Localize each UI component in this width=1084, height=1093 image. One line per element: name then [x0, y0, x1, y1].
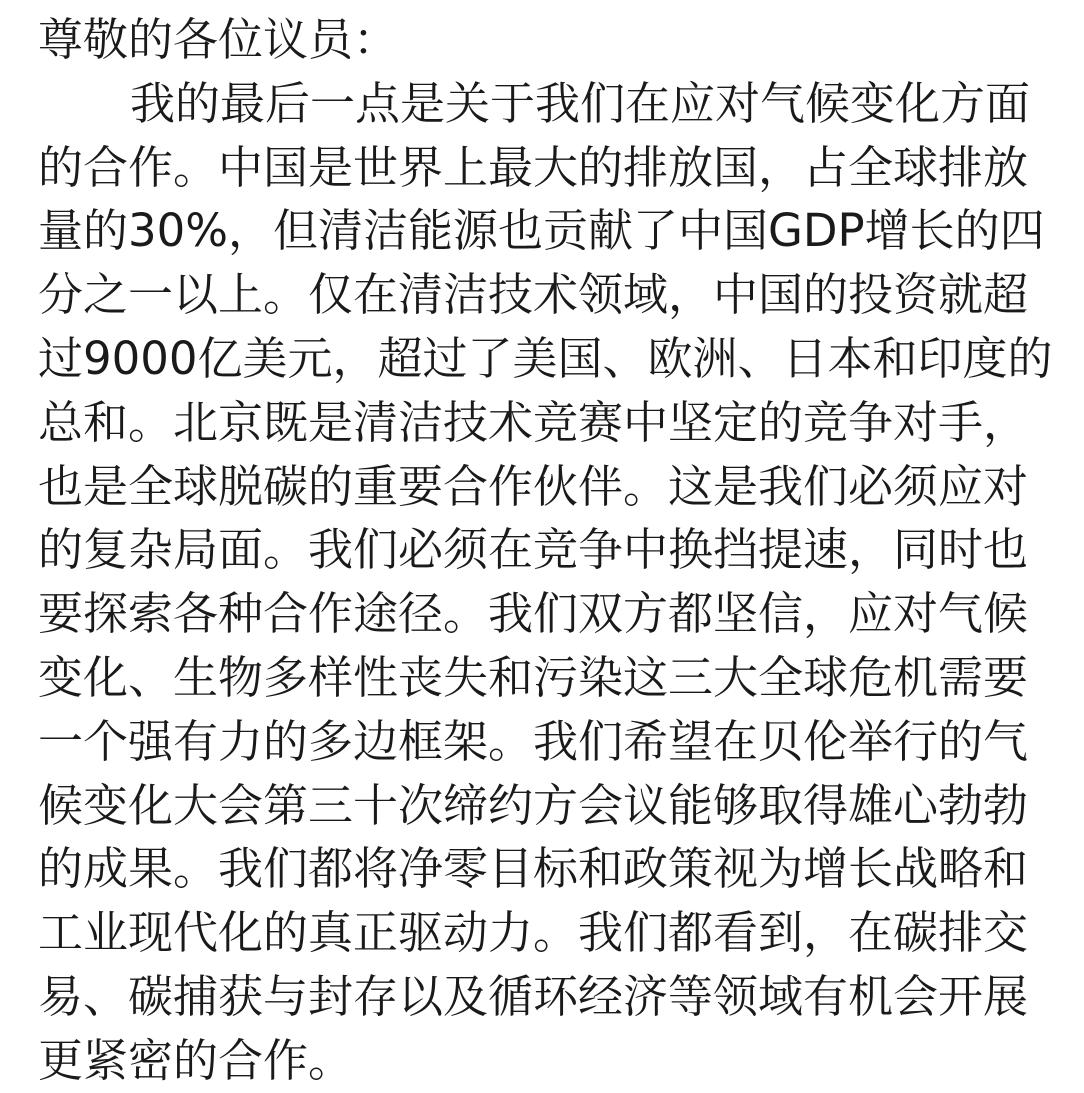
text-line-14: 工业现代化的真正驱动力。我们都看到，在碳排交 — [38, 906, 1029, 960]
text-line-3: 量的30%，但清洁能源也贡献了中国GDP增长的四 — [38, 204, 1045, 258]
text-line-8: 的复杂局面。我们必须在竞争中换挡提速，同时也 — [38, 523, 1029, 577]
text-line-9: 要探索各种合作途径。我们双方都坚信，应对气候 — [38, 587, 1029, 641]
text-line-1: 我的最后一点是关于我们在应对气候变化方面 — [130, 76, 1031, 130]
text-line-7: 也是全球脱碳的重要合作伙伴。这是我们必须应对 — [38, 459, 1029, 513]
text-line-15: 易、碳捕获与封存以及循环经济等领域有机会开展 — [38, 969, 1029, 1023]
text-line-13: 的成果。我们都将净零目标和政策视为增长战略和 — [38, 842, 1029, 896]
text-line-5: 过9000亿美元，超过了美国、欧洲、日本和印度的 — [38, 331, 1053, 385]
text-line-6: 总和。北京既是清洁技术竞赛中坚定的竞争对手， — [38, 395, 1029, 449]
text-line-10: 变化、生物多样性丧失和污染这三大全球危机需要 — [38, 650, 1029, 704]
text-line-4: 分之一以上。仅在清洁技术领域，中国的投资就超 — [38, 268, 1029, 322]
speech-text — [38, 8, 1078, 1093]
text-line-2: 的合作。中国是世界上最大的排放国，占全球排放 — [38, 140, 1029, 194]
salutation: 尊敬的各位议员： — [38, 13, 399, 66]
text-line-16: 更紧密的合作。 — [38, 1033, 354, 1087]
text-line-11: 一个强有力的多边框架。我们希望在贝伦举行的气 — [38, 714, 1029, 768]
text-line-12: 候变化大会第三十次缔约方会议能够取得雄心勃勃 — [38, 778, 1029, 832]
